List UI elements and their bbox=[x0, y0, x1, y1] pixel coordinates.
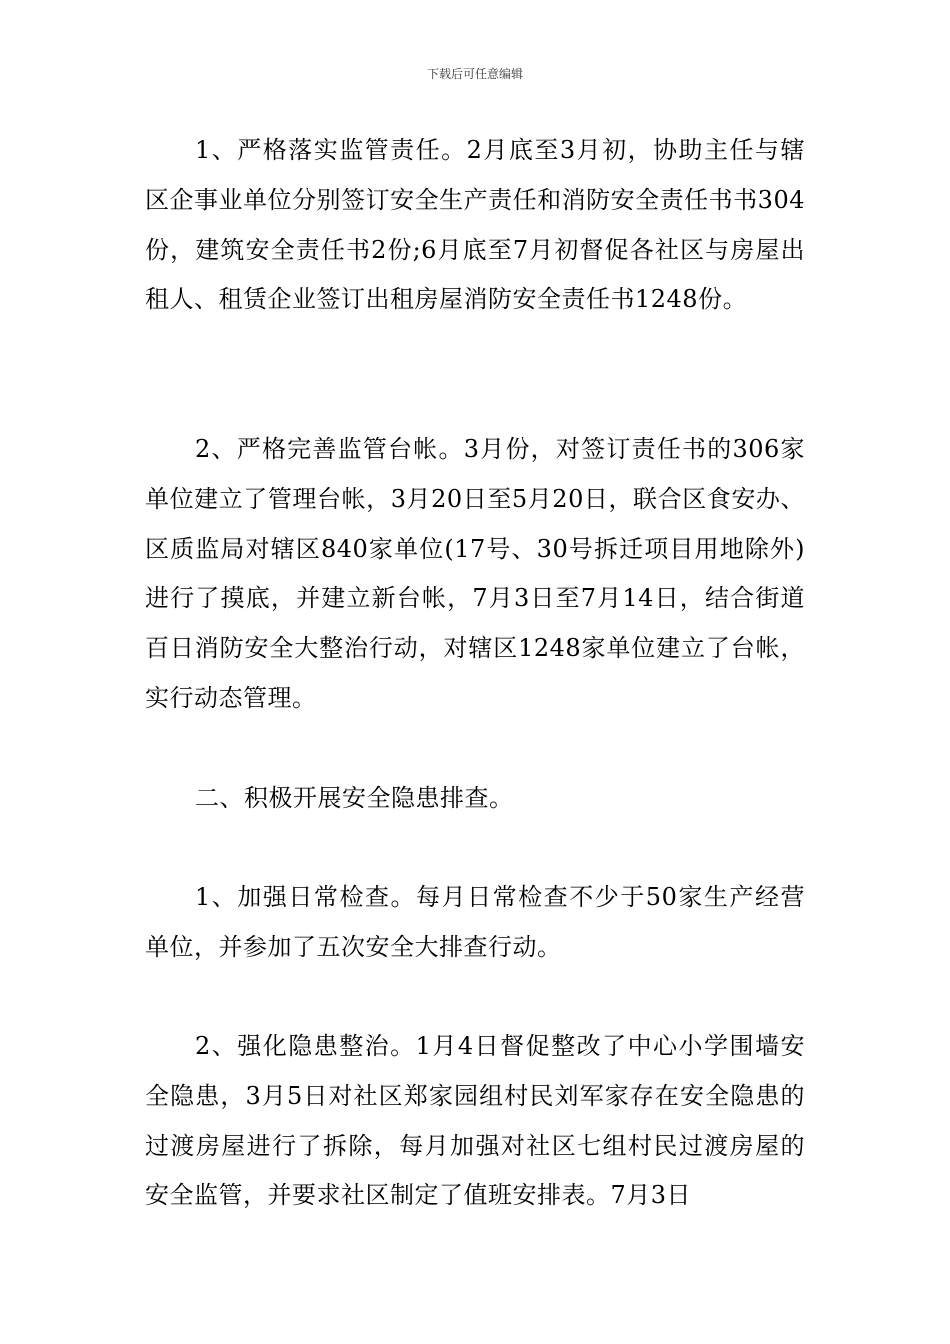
page-header-note: 下载后可任意编辑 bbox=[426, 67, 523, 81]
paragraph-hazard-rectification: 2、强化隐患整治。1月4日督促整改了中心小学围墙安全隐患，3月5日对社区郑家园组村民刘军家存在安全隐患的过渡房屋进行了拆除，每月加强对社区七组村民过渡房屋的安全监管，并要求社区制定了值班安排表。7月3日 bbox=[145, 1032, 805, 1210]
paragraph-responsibility: 1、严格落实监管责任。2月底至3月初，协助主任与辖区企事业单位分别签订安全生产责任和消防安全责任书书304份，建筑安全责任书2份;6月底至7月初督促各社区与房屋出租人、租赁企业签订出租房屋消防安全责任书1248份。 bbox=[145, 136, 805, 314]
paragraph-ledger: 2、严格完善监管台帐。3月份，对签订责任书的306家单位建立了管理台帐，3月20日至5月20日，联合区食安办、区质监局对辖区840家单位(17号、30号拆迁项目用地除外)进行了摸底，并建立新台帐，7月3日至7月14日，结合街道百日消防安全大整治行动，对辖区1248家单位建立了台帐，实行动态管理。 bbox=[145, 435, 805, 712]
section-heading-hazard-inspection: 二、积极开展安全隐患排查。 bbox=[195, 784, 514, 812]
paragraph-daily-inspection: 1、加强日常检查。每月日常检查不少于50家生产经营单位，并参加了五次安全大排查行动。 bbox=[145, 883, 805, 961]
